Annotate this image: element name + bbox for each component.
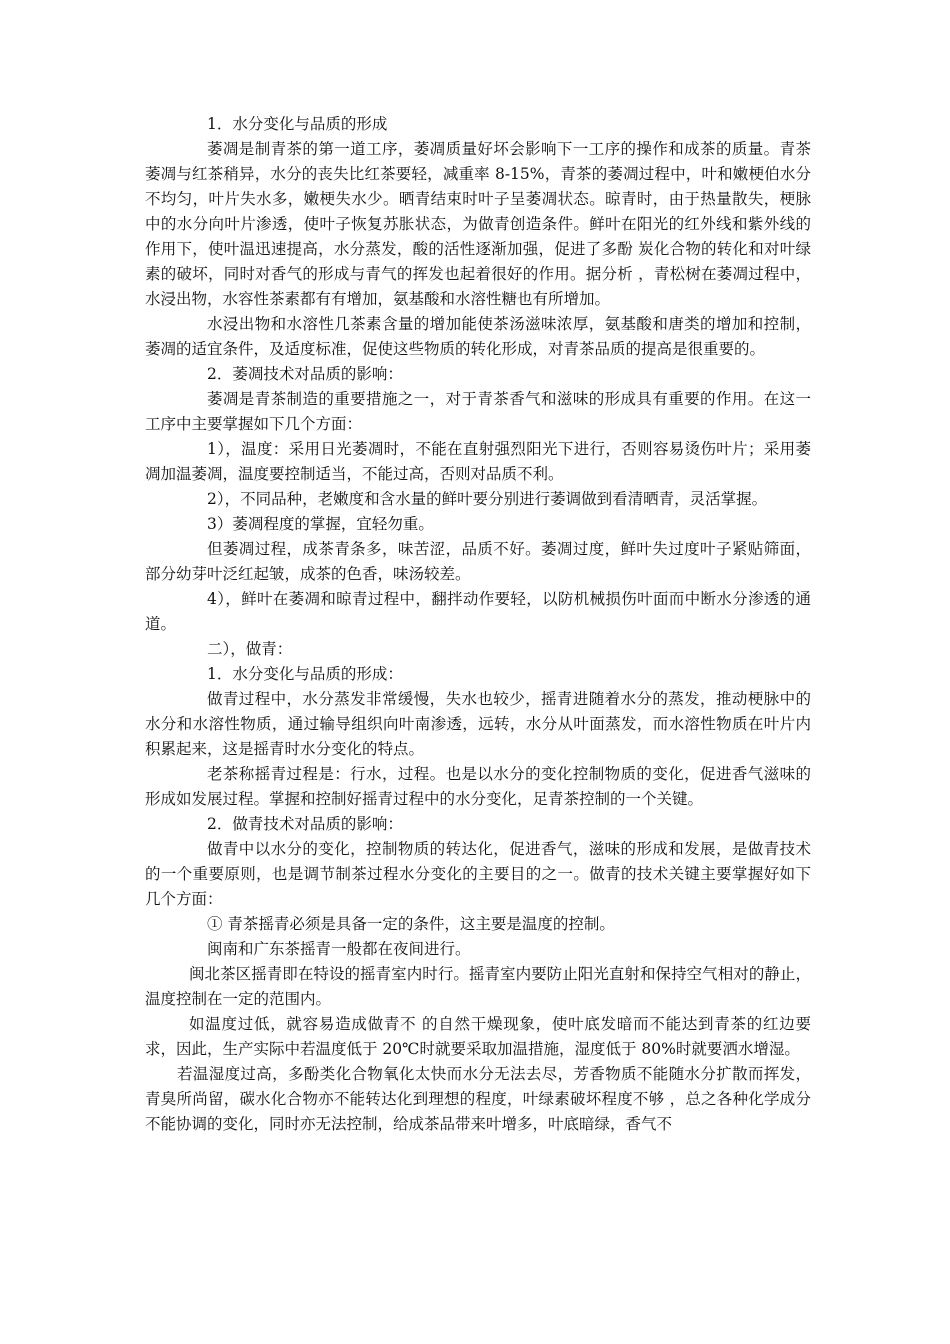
paragraph: 做青中以水分的变化，控制物质的转达化，促进香气，滋味的形成和发展，是做青技术的一个重要原则，也是调节制茶过程水分变化的主要目的之一。做青的技术关键主要掌握好如下几个方面： [145,840,811,908]
paragraph: 如温度过低，就容易造成做青不 的自然干燥现象，使叶底发暗而不能达到青茶的红边要求，因此，生产实际中若温度低于 20℃时就要采取加温措施，湿度低于 80%时就要洒水增湿。 [145,1015,811,1058]
paragraph: 做青过程中，水分蒸发非常缓慢，失水也较少，摇青进随着水分的蒸发，推动梗脉中的水分和水溶性物质，通过输导组织向叶南渗透，远转，水分从叶面蒸发，而水溶性物质在叶片内积累起来，这是摇青时水分变化的特点。 [145,690,811,758]
paragraph: 但萎凋过程，成茶青条多，味苦涩，品质不好。萎凋过度，鲜叶失过度叶子紧贴筛面，部分幼芽叶泛红起皱，成茶的色香，味汤较差。 [145,540,811,583]
paragraph: 1．水分变化与品质的形成： [207,665,403,683]
paragraph: 1．水分变化与品质的形成 [207,115,388,133]
document-body [145,112,811,1137]
paragraph: 萎凋是青茶制造的重要措施之一，对于青茶香气和滋味的形成具有重要的作用。在这一工序中主要掌握如下几个方面： [145,390,811,433]
paragraph: 老茶称摇青过程是：行水，过程。也是以水分的变化控制物质的变化，促进香气滋味的形成如发展过程。掌握和控制好摇青过程中的水分变化，足青茶控制的一个关键。 [145,765,811,808]
paragraph: 4），鲜叶在萎凋和晾青过程中，翻拌动作要轻，以防机械损伤叶面而中断水分渗透的通道。 [145,590,811,633]
paragraph: 萎凋是制青茶的第一道工序，萎凋质量好坏会影响下一工序的操作和成茶的质量。青茶萎凋与红茶稍异，水分的丧失比红茶要轻，减重率 8-15%，青茶的萎凋过程中，叶和嫩梗伯水分不均匀，叶片失水多，嫩梗失水少。晒青结束时叶子呈萎凋状态。晾青时，由于热量散失，梗脉中的水分向叶片渗透，使叶子恢复苏胀状态，为做青创造条件。鲜叶在阳光的红外线和紫外线的作用下，使叶温迅速提高，水分蒸发，酸的活性逐渐加强，促进了多酚 炭化合物的转化和对叶绿素的破坏，同时对香气的形成与青气的挥发也起着很好的作用。据分析 ，青松树在萎凋过程中，水浸出物，水容性茶素都有有增加，氨基酸和水溶性糖也有所增加。 [145,140,811,308]
paragraph: 若温湿度过高，多酚类化合物氧化太快而水分无法去尽，芳香物质不能随水分扩散而挥发，青臭所尚留，碳水化合物亦不能转达化到理想的程度，叶绿素破坏程度不够 ，总之各种化学成分不能协调的变化，同时亦无法控制，给成茶品带来叶增多，叶底暗绿，香气不 [145,1065,811,1133]
paragraph: 1），温度：采用日光萎凋时，不能在直射强烈阳光下进行，否则容易烫伤叶片；采用萎凋加温萎凋，温度要控制适当，不能过高，否则对品质不利。 [145,440,811,483]
paragraph: 3）萎凋程度的掌握，宜轻勿重。 [207,515,434,533]
paragraph: 闽南和广东茶摇青一般都在夜间进行。 [207,940,471,958]
paragraph: 2．萎凋技术对品质的影响： [207,365,403,383]
paragraph: 闽北茶区摇青即在特设的摇青室内时行。摇青室内要防止阳光直射和保持空气相对的静止，温度控制在一定的范围内。 [145,965,811,1008]
paragraph: 2），不同品种，老嫩度和含水量的鲜叶要分别进行萎调做到看清晒青，灵活掌握。 [207,490,768,508]
paragraph: ① 青茶摇青必须是具备一定的条件，这主要是温度的控制。 [207,915,615,933]
paragraph: 2．做青技术对品质的影响： [207,815,403,833]
paragraph: 二），做青： [207,640,293,658]
paragraph: 水浸出物和水溶性几茶素含量的增加能使茶汤滋味浓厚，氨基酸和唐类的增加和控制，萎凋的适宜条件，及适度标准，促使这些物质的转化形成，对青茶品质的提高是很重要的。 [145,315,811,358]
